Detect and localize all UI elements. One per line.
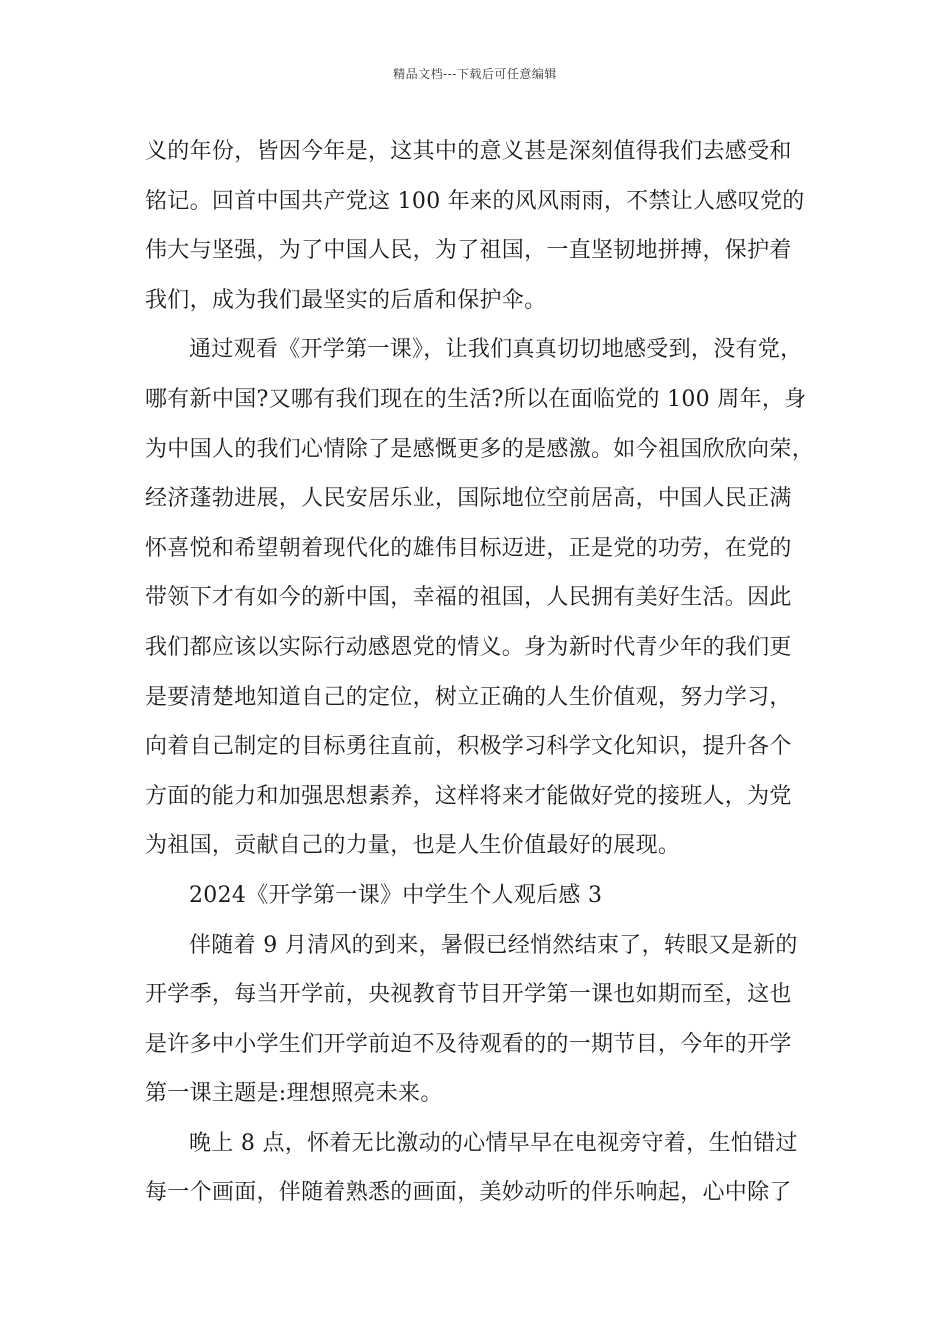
text-line: 第一课主题是:理想照亮未来。: [145, 1081, 443, 1107]
text-line: 方面的能力和加强思想素养，这样将来才能做好党的接班人，为党: [145, 783, 792, 809]
text-line: 每一个画面，伴随着熟悉的画面，美妙动听的伴乐响起，心中除了: [145, 1180, 792, 1206]
text-line: 我们都应该以实际行动感恩党的情义。身为新时代青少年的我们更: [145, 634, 792, 660]
text-line: 为中国人的我们心情除了是感慨更多的是感激。如今祖国欣欣向荣，: [145, 436, 815, 462]
text-line: 开学季，每当开学前，央视教育节目开学第一课也如期而至，这也: [145, 982, 792, 1008]
page-header: 精品文档---下载后可任意编辑: [393, 67, 557, 81]
text-line: 带领下才有如今的新中国，幸福的祖国，人民拥有美好生活。因此: [145, 585, 792, 611]
text-line: 晚上 8 点，怀着无比激动的心情早早在电视旁守着，生怕错过: [189, 1130, 798, 1156]
text-line: 通过观看《开学第一课》，让我们真真切切地感受到，没有党，: [189, 337, 803, 363]
text-line: 经济蓬勃进展，人民安居乐业，国际地位空前居高，中国人民正满: [145, 486, 792, 512]
text-line: 我们，成为我们最坚实的后盾和保护伞。: [145, 287, 547, 313]
text-line: 伟大与坚强，为了中国人民，为了祖国，一直坚韧地拼搏，保护着: [145, 238, 792, 264]
text-line: 是要清楚地知道自己的定位，树立正确的人生价值观，努力学习，: [145, 684, 792, 710]
text-line: 为祖国，贡献自己的力量，也是人生价值最好的展现。: [145, 833, 681, 859]
section-heading: 2024《开学第一课》中学生个人观后感 3: [189, 882, 603, 908]
text-line: 铭记。回首中国共产党这 100 年来的风风雨雨，不禁让人感叹党的: [145, 188, 805, 214]
text-line: 怀喜悦和希望朝着现代化的雄伟目标迈进，正是党的功劳，在党的: [145, 535, 792, 561]
text-line: 向着自己制定的目标勇往直前，积极学习科学文化知识，提升各个: [145, 734, 792, 760]
text-line: 义的年份，皆因今年是，这其中的意义甚是深刻值得我们去感受和: [145, 139, 792, 164]
text-line: 哪有新中国?又哪有我们现在的生活?所以在面临党的 100 周年，身: [145, 386, 807, 412]
document-body: [145, 127, 825, 1218]
text-line: 是许多中小学生们开学前迫不及待观看的的一期节目，今年的开学: [145, 1031, 792, 1057]
text-line: 伴随着 9 月清风的到来，暑假已经悄然结束了，转眼又是新的: [189, 932, 798, 958]
